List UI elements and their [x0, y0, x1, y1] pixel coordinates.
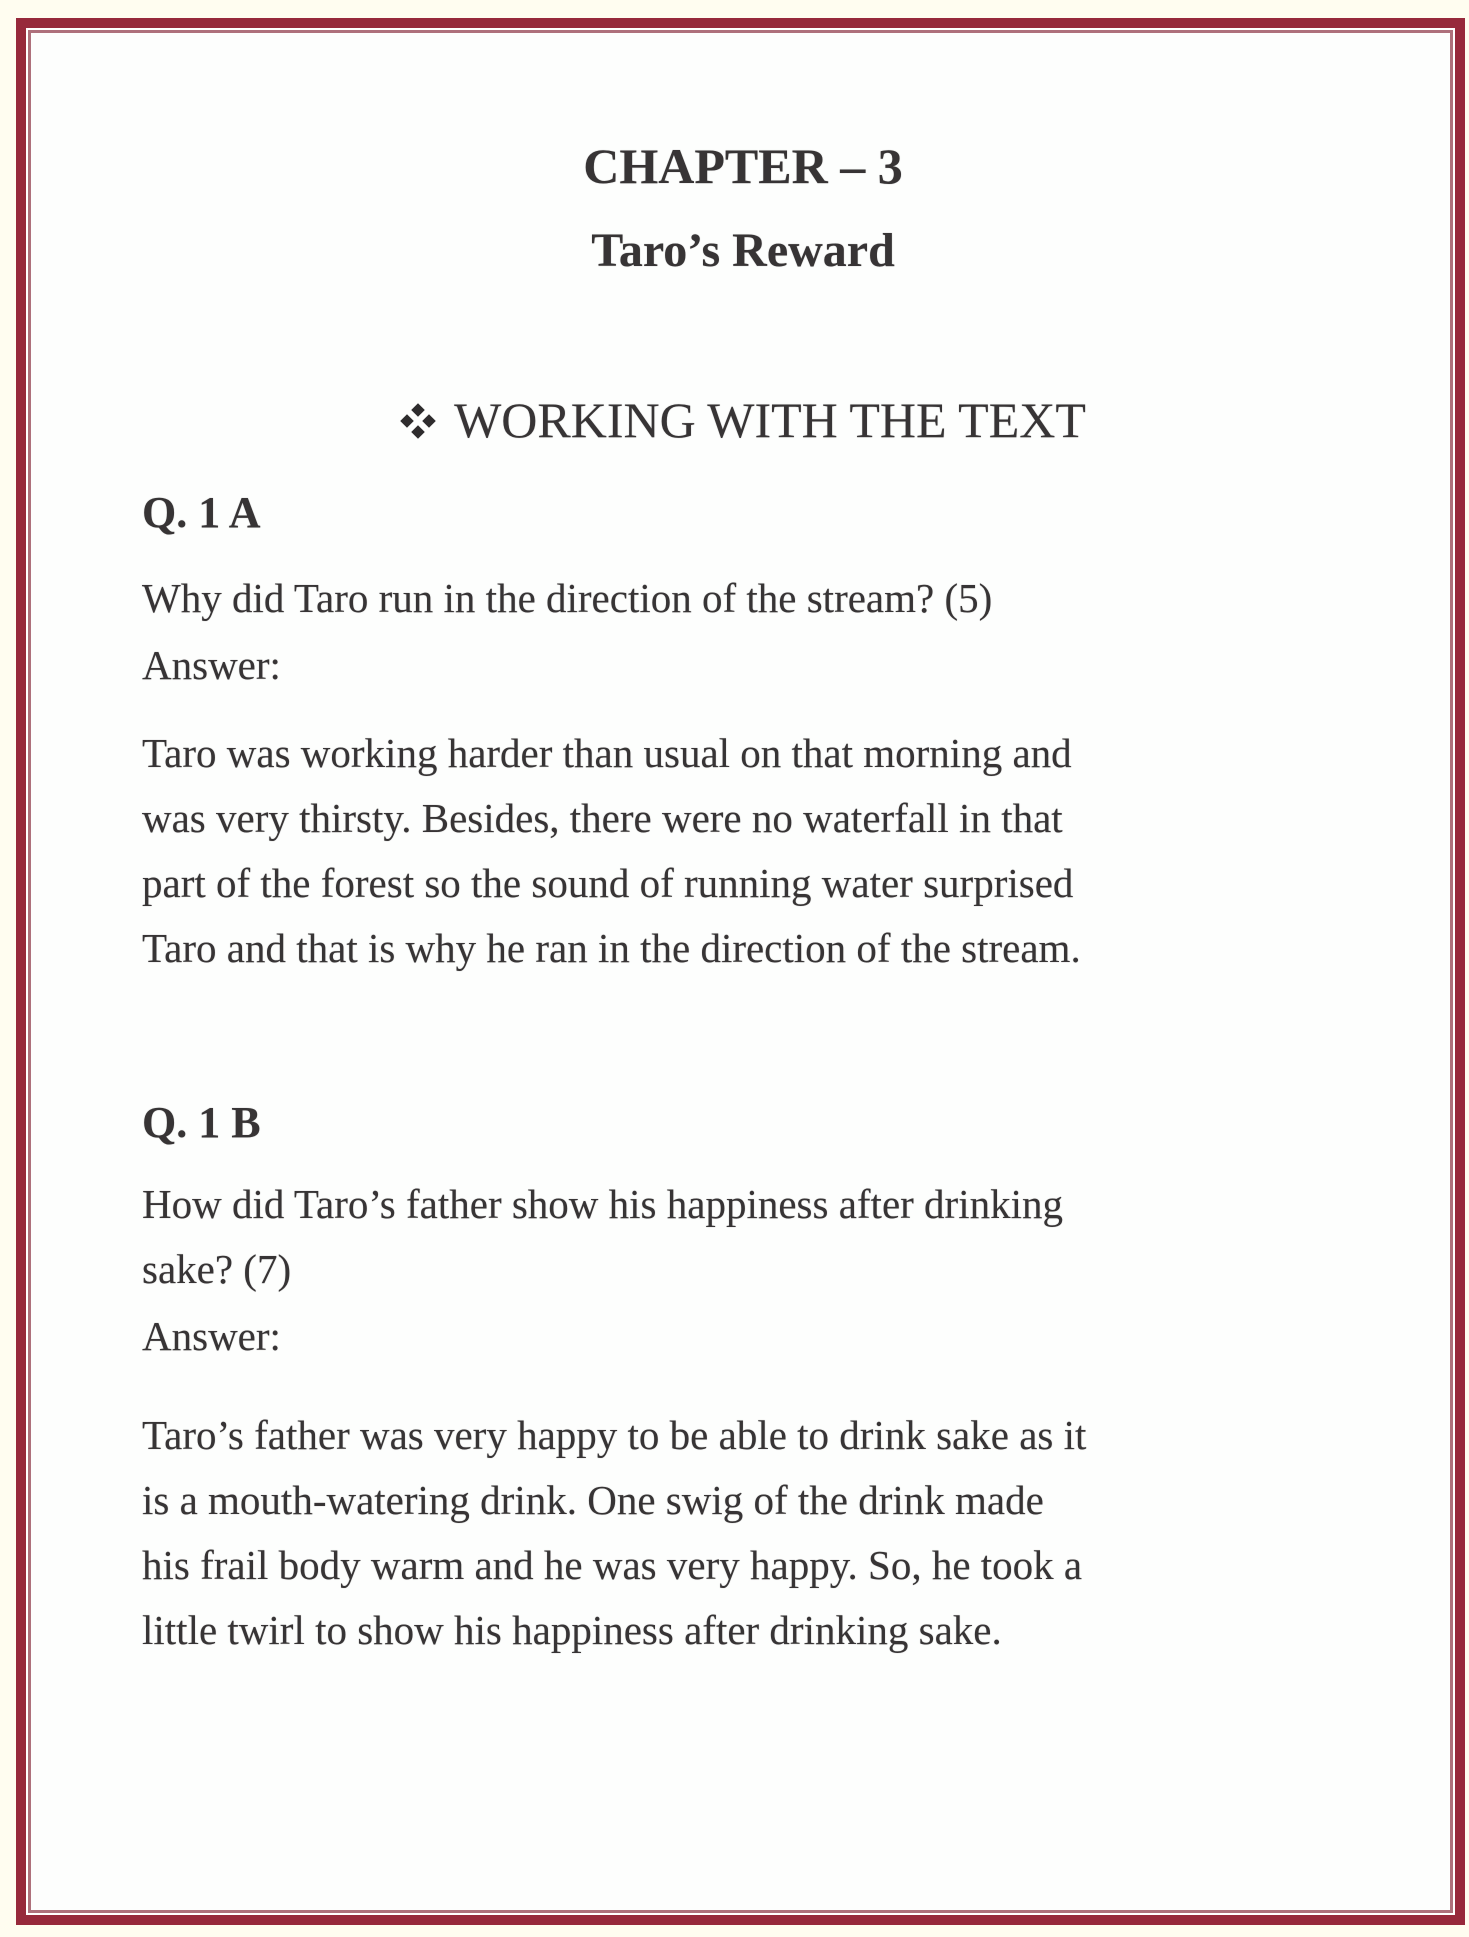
chapter-title: CHAPTER – 3 [583, 138, 903, 194]
question-line: How did Taro’s father show his happiness after drinking [142, 1181, 1063, 1227]
chapter-subtitle: Taro’s Reward [591, 224, 895, 277]
four-diamond-bullet-icon [400, 403, 436, 439]
answer-line: little twirl to show his happiness after drinking sake. [142, 1607, 1002, 1653]
answer-line: Taro and that is why he ran in the direction of the stream. [142, 925, 1081, 971]
question-line: sake? (7) [142, 1246, 292, 1292]
answer-paragraph-q1a [142, 721, 1081, 981]
answer-line: Taro was working harder than usual on that morning and [142, 730, 1072, 776]
answer-line: was very thirsty. Besides, there were no waterfall in that [142, 795, 1063, 841]
question-label-q1b: Q. 1 B [142, 1098, 261, 1147]
section-heading-row [33, 392, 1453, 448]
answer-label-q1a: Answer: [142, 642, 281, 688]
answer-line: his frail body warm and he was very happy. So, he took a [142, 1542, 1083, 1588]
answer-line: is a mouth-watering drink. One swig of the drink made [142, 1477, 1044, 1523]
answer-paragraph-q1b [142, 1403, 1086, 1663]
answer-line: Taro’s father was very happy to be able to drink sake as it [142, 1412, 1087, 1458]
question-label-q1a: Q. 1 A [142, 488, 261, 537]
answer-label-q1b: Answer: [142, 1313, 281, 1359]
question-text-q1b [142, 1172, 1063, 1302]
answer-line: part of the forest so the sound of running water surprised [142, 860, 1074, 906]
section-heading-label: WORKING WITH THE TEXT [454, 392, 1086, 448]
question-text-q1a: Why did Taro run in the direction of the stream? (5) [142, 575, 993, 621]
